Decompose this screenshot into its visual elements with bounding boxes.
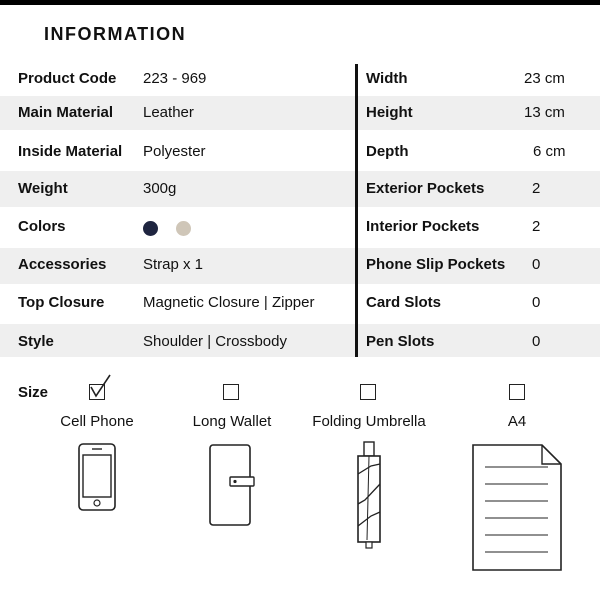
spec-value: 0: [532, 333, 541, 350]
spec-label: Colors: [18, 218, 66, 235]
spec-value: 2: [532, 218, 541, 235]
spec-label: Interior Pockets: [366, 218, 480, 235]
size-checkbox-a4[interactable]: [509, 384, 525, 400]
size-checkbox-folding-umbrella[interactable]: [360, 384, 376, 400]
spec-value: Strap x 1: [143, 256, 204, 273]
size-label: Size: [18, 384, 49, 401]
spec-value: 6 cm: [533, 143, 566, 160]
spec-label: Phone Slip Pockets: [366, 256, 506, 273]
spec-label: Card Slots: [366, 294, 442, 311]
spec-label: Inside Material: [18, 143, 123, 160]
size-checkbox-long-wallet[interactable]: [223, 384, 239, 400]
row-shade: [0, 324, 600, 357]
column-divider: [355, 64, 358, 357]
spec-value: Polyester: [143, 143, 206, 160]
row-shade: [0, 171, 600, 207]
spec-value: 23 cm: [524, 70, 565, 87]
spec-label: Exterior Pockets: [366, 180, 485, 197]
document-icon: [472, 444, 564, 572]
spec-value: 223 - 969: [143, 70, 207, 87]
umbrella-icon: [353, 440, 387, 550]
spec-label: Pen Slots: [366, 333, 435, 350]
spec-value: 2: [532, 180, 541, 197]
spec-label: Product Code: [18, 70, 117, 87]
phone-icon: [78, 443, 118, 513]
spec-value: Leather: [143, 104, 194, 121]
spec-value: 300g: [143, 180, 177, 197]
spec-label: Weight: [18, 180, 68, 197]
spec-value: Magnetic Closure | Zipper: [143, 294, 315, 311]
wallet-icon: [208, 443, 258, 529]
size-item-name: Folding Umbrella: [312, 413, 426, 430]
spec-label: Main Material: [18, 104, 114, 121]
spec-value: Shoulder | Crossbody: [143, 333, 287, 350]
color-swatch-beige: [176, 221, 191, 236]
spec-label: Top Closure: [18, 294, 105, 311]
spec-label: Style: [18, 333, 54, 350]
checkmark-icon: [88, 372, 118, 402]
spec-label: Depth: [366, 143, 409, 160]
color-swatch-navy: [143, 221, 158, 236]
top-border: [0, 0, 600, 5]
spec-label: Height: [366, 104, 413, 121]
spec-value: 13 cm: [524, 104, 565, 121]
spec-label: Width: [366, 70, 408, 87]
size-item-name: Cell Phone: [60, 413, 134, 430]
size-item-name: A4: [507, 413, 527, 430]
size-item-name: Long Wallet: [192, 413, 272, 430]
spec-label: Accessories: [18, 256, 107, 273]
page-title: INFORMATION: [44, 24, 187, 44]
spec-value: 0: [532, 256, 541, 273]
spec-value: 0: [532, 294, 541, 311]
